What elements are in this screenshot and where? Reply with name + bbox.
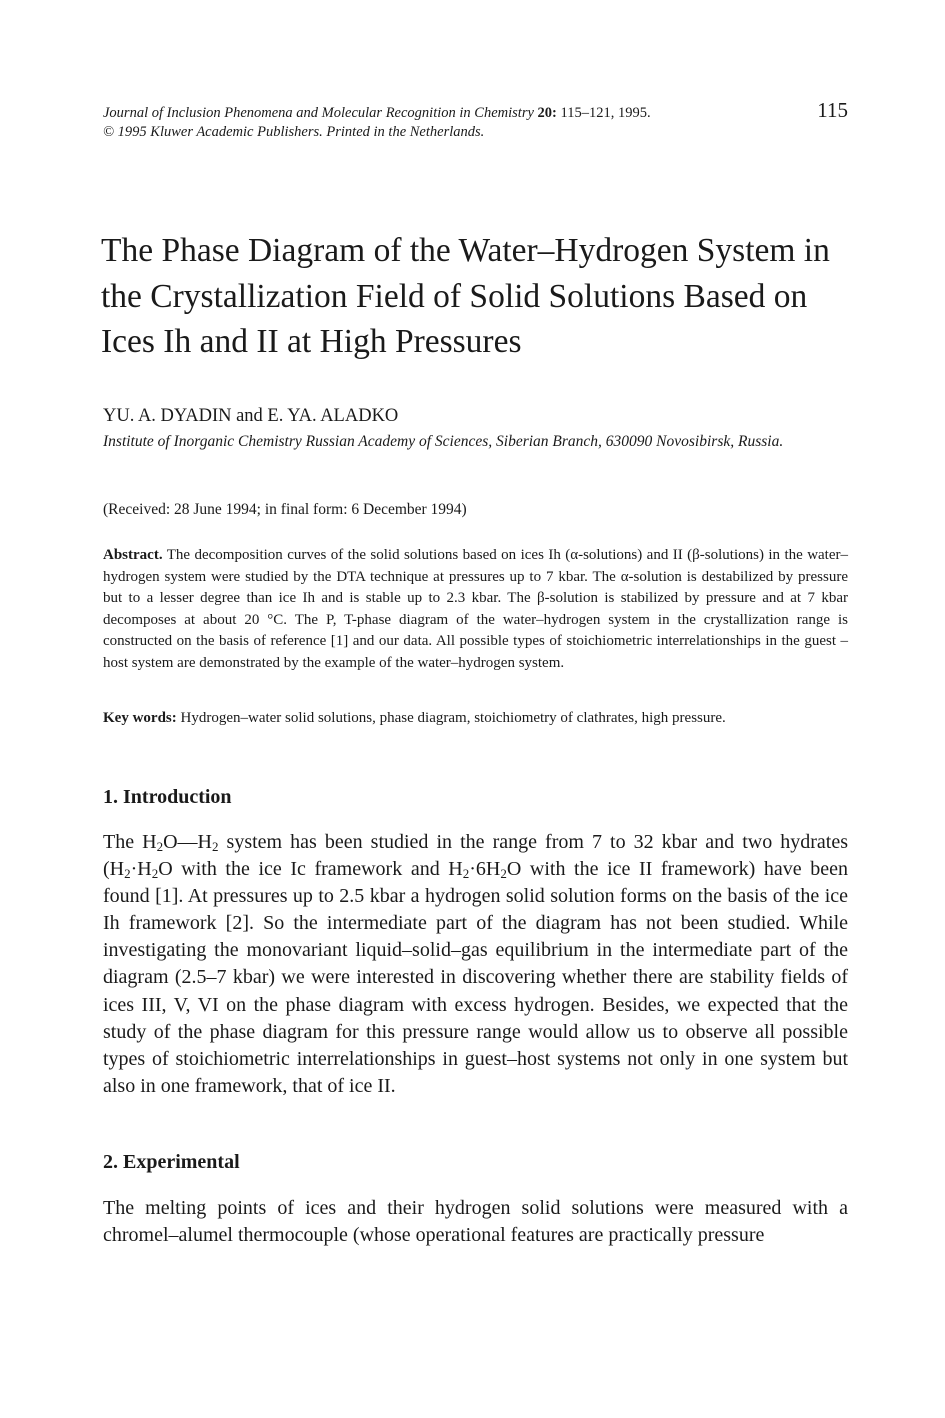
subscript: 2 bbox=[462, 866, 470, 882]
keywords-label: Key words: bbox=[103, 710, 177, 726]
subscript: 2 bbox=[156, 839, 164, 854]
intro-text: O with the ice II framework) have been found [1]. At pressures up to 2.5 kbar a hydrogen solid solution forms on the basis of the ice Ih framework [2]. So the intermediate part of the diagram has not been studied. While investigating the monovariant liquid–solid–gas equilibrium in the intermediate part of the diagram (2.5–7 kbar) we were interested in discovering whether there are stability fields of ices III, V, VI on the phase diagram with excess hydrogen. Besides, we expected that the study of the phase diagram for this pressure range would allow us to observe all possible types of stoichiometric interrelationships in guest–host systems not only in one system but also in one framework, that of ice II. bbox=[103, 858, 848, 1097]
volume: 20: bbox=[537, 105, 557, 121]
abstract-text: The decomposition curves of the solid solutions based on ices Ih (α-solutions) and II (β-solutions) in the water–hydrogen system were studied by the DTA technique at pressures up to 7 kbar. The α-solution is destabilized by pressure but to a lesser degree than ice Ih and is stable up to 2.3 kbar. The β-solution is stabilized by pressure and at 7 kbar decomposes at about 20 °C. The P, T-phase diagram of the water–hydrogen system in the crystallization range is constructed on the basis of reference [1] and our data. All possible types of stoichiometric interrelationships in the guest – host system are demonstrated by the example of the water–hydrogen system. bbox=[103, 547, 848, 671]
copyright-line bbox=[103, 123, 848, 142]
abstract-label: Abstract. bbox=[103, 547, 163, 563]
intro-text: ·H bbox=[130, 858, 152, 881]
paper-title: The Phase Diagram of the Water–Hydrogen System in the Crystallization Field of Solid Solutions Based on Ices Ih and II at High Pressures bbox=[101, 232, 830, 360]
subscript: 2 bbox=[124, 866, 131, 882]
subscript: 2 bbox=[211, 839, 219, 854]
abstract bbox=[103, 545, 848, 674]
intro-text: ·6H bbox=[469, 858, 501, 881]
section-heading-experimental: 2. Experimental bbox=[103, 1151, 240, 1173]
pages-year: 115–121, 1995. bbox=[560, 105, 651, 121]
subscript: 2 bbox=[151, 866, 159, 882]
section-heading-introduction: 1. Introduction bbox=[103, 786, 232, 808]
keywords-text: Hydrogen–water solid solutions, phase diagram, stoichiometry of clathrates, high pressure. bbox=[180, 710, 726, 726]
intro-text: system has been studied in the range from 7 to 32 kbar and two hydrates (H bbox=[103, 831, 848, 881]
received-dates: (Received: 28 June 1994; in final form: 6 December 1994) bbox=[103, 501, 467, 518]
keywords bbox=[103, 708, 848, 730]
intro-text: O—H bbox=[163, 831, 212, 853]
copyright: © 1995 Kluwer Academic Publishers. Printed in the Netherlands. bbox=[103, 124, 485, 140]
journal-name: Journal of Inclusion Phenomena and Molecular Recognition in Chemistry bbox=[103, 105, 534, 121]
experimental-paragraph: The melting points of ices and their hydrogen solid solutions were measured with a chromel–alumel thermocouple (whose operational features are practically pressure bbox=[103, 1197, 848, 1247]
citation-line bbox=[103, 104, 848, 123]
subscript: 2 bbox=[500, 866, 507, 882]
authors: YU. A. DYADIN and E. YA. ALADKO bbox=[103, 406, 399, 426]
page-number: 115 bbox=[817, 98, 848, 122]
journal-header bbox=[103, 98, 848, 142]
intro-text: O with the ice Ic framework and H bbox=[158, 858, 463, 881]
affiliation: Institute of Inorganic Chemistry Russian Academy of Sciences, Siberian Branch, 630090 Novosibirsk, Russia. bbox=[103, 433, 784, 450]
introduction-paragraph bbox=[103, 829, 848, 1100]
intro-text: The H bbox=[103, 831, 157, 853]
